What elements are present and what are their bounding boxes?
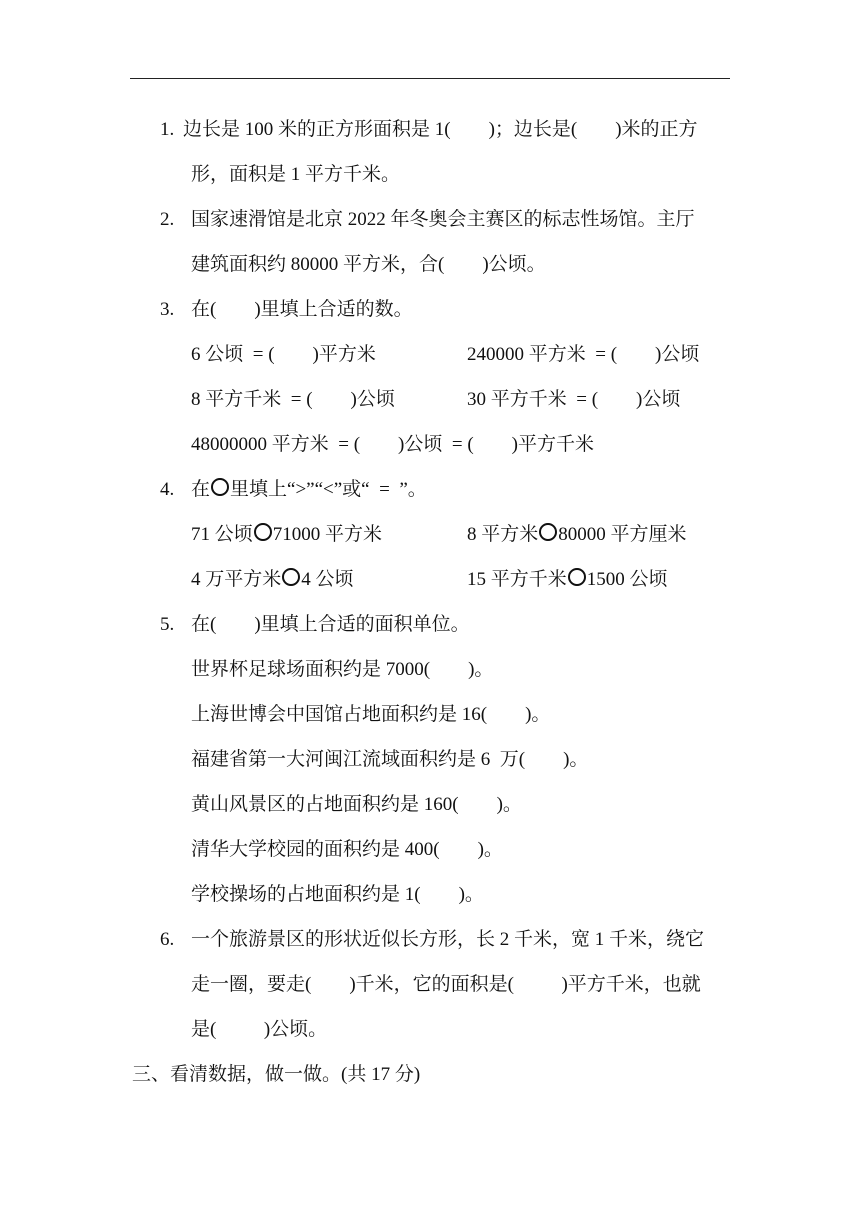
q4-a1-right: 71000 平方米 (272, 524, 383, 545)
q3-line-1: 在( )里填上合适的数。 (191, 299, 413, 320)
q4-a2-left: 8 平方米 (467, 524, 539, 545)
q4-item-a2 (467, 522, 687, 548)
q5-item: 福建省第一大河闽江流域面积约是 6 万( )。 (191, 749, 589, 770)
q4-item-b1 (191, 567, 354, 593)
q2-number: 2. (160, 209, 175, 230)
q2-line-1: 国家速滑馆是北京 2022 年冬奥会主赛区的标志性场馆。主厅 (191, 209, 695, 230)
q4-b2-left: 15 平方千米 (467, 569, 567, 590)
compare-circle-icon[interactable] (539, 523, 557, 541)
compare-circle-icon (211, 478, 229, 496)
q1-line-1: 边长是 100 米的正方形面积是 1( )；边长是( )米的正方 (183, 119, 698, 140)
q5-item: 学校操场的占地面积约是 1( )。 (191, 884, 484, 905)
q5-item: 清华大学校园的面积约是 400( )。 (191, 839, 503, 860)
section-3-title: 三、看清数据，做一做。(共 17 分) (132, 1064, 421, 1085)
compare-circle-icon[interactable] (282, 568, 300, 586)
q2-line-2: 建筑面积约 80000 平方米，合( )公顷。 (191, 254, 546, 275)
q4-line-1-a: 在 (191, 479, 211, 500)
q4-number: 4. (160, 479, 175, 500)
q4-line-1-b: 里填上“>”“<”或“ = ”。 (230, 479, 427, 500)
q4-line-1 (191, 477, 427, 503)
q4-b2-right: 1500 公顷 (586, 569, 668, 590)
q3-item-a2: 240000 平方米 = ( )公顷 (467, 344, 700, 365)
q3-number: 3. (160, 299, 175, 320)
q6-line-1: 一个旅游景区的形状近似长方形，长 2 千米，宽 1 千米，绕它 (191, 929, 705, 950)
q3-item-c1: 48000000 平方米 = ( )公顷 = ( )平方千米 (191, 434, 594, 455)
top-rule (130, 78, 730, 79)
q5-item: 世界杯足球场面积约是 7000( )。 (191, 659, 494, 680)
q4-b1-left: 4 万平方米 (191, 569, 282, 590)
q4-item-b2 (467, 567, 668, 593)
q4-item-a1 (191, 522, 382, 548)
compare-circle-icon[interactable] (568, 568, 586, 586)
q5-item: 上海世博会中国馆占地面积约是 16( )。 (191, 704, 551, 725)
compare-circle-icon[interactable] (254, 523, 272, 541)
q3-item-b1: 8 平方千米 = ( )公顷 (191, 389, 395, 410)
q3-item-a1: 6 公顷 = ( )平方米 (191, 344, 376, 365)
q4-a2-right: 80000 平方厘米 (558, 524, 687, 545)
q5-number: 5. (160, 614, 175, 635)
q4-b1-right: 4 公顷 (301, 569, 354, 590)
q6-line-3: 是( )公顷。 (191, 1019, 328, 1040)
q1-line-2: 形，面积是 1 平方千米。 (191, 164, 401, 185)
q4-a1-left: 71 公顷 (191, 524, 253, 545)
q6-line-2: 走一圈，要走( )千米，它的面积是( )平方千米，也就 (191, 974, 701, 995)
q1-number: 1. (160, 119, 175, 140)
q5-line-1: 在( )里填上合适的面积单位。 (191, 614, 470, 635)
q6-number: 6. (160, 929, 175, 950)
q5-item: 黄山风景区的占地面积约是 160( )。 (191, 794, 522, 815)
q3-item-b2: 30 平方千米 = ( )公顷 (467, 389, 681, 410)
